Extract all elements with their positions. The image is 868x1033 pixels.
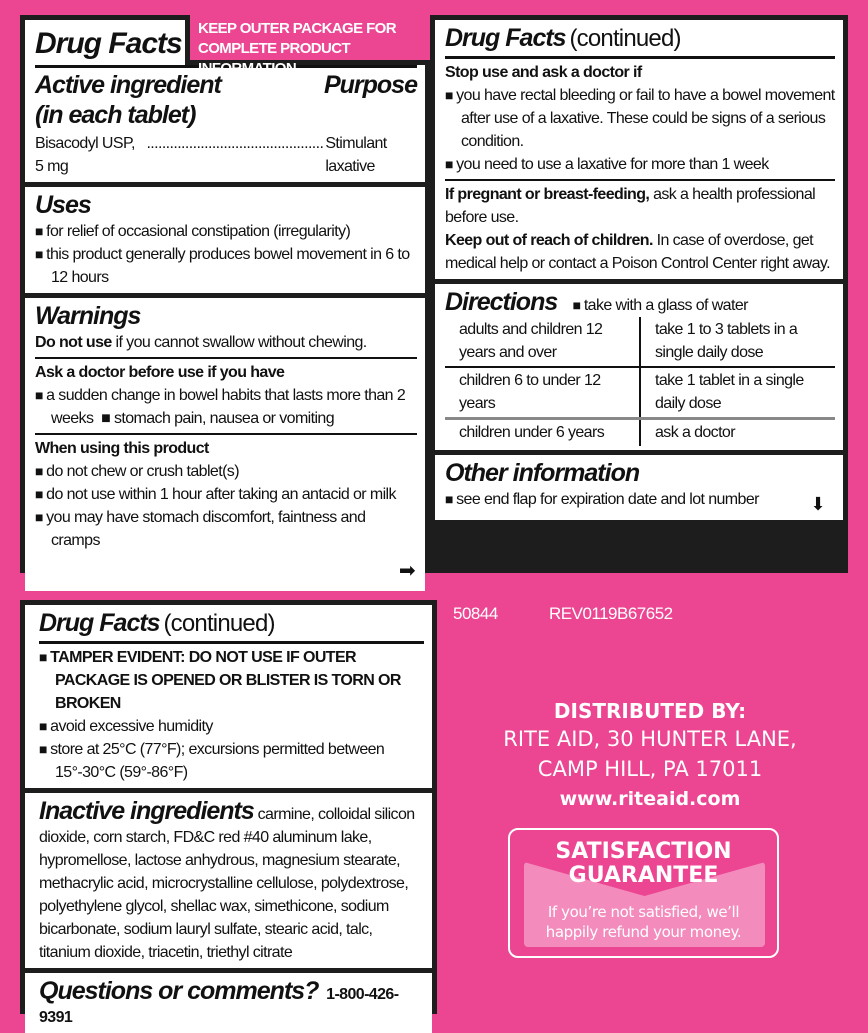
questions-heading: Questions or comments? (39, 977, 319, 1005)
when-using-heading: When using this product (35, 440, 209, 457)
ask-doctor-heading: Ask a doctor before use if you have (35, 364, 285, 381)
arrow-right-icon: ➡ (398, 560, 415, 582)
active-ingredient-section: Drug Facts KEEP OUTER PACKAGE FOR COMPLETE PRODUCT INFORMATION Active ingredient (in each tablet) Purpose Bisacodyl USP, 5 mg .............................................. Stimulant laxative (25, 20, 425, 182)
stop-use-section (435, 20, 843, 279)
table-row: children 6 to under 12 years take 1 tablet in a single daily dose (445, 367, 835, 419)
divider (35, 357, 417, 359)
inactive-ingredients-section (25, 793, 432, 968)
guarantee-text-1: If you’re not satisfied, we’ll (547, 903, 740, 921)
drug-facts-panel-left (20, 15, 430, 582)
do-not-use-text: if you cannot swallow without chewing. (111, 334, 367, 351)
list-item: ■ a sudden change in bowel habits that lasts more than 2 weeks ■ stomach pain, nausea or vomiting (35, 384, 417, 430)
continued-label: (continued) (163, 610, 275, 637)
divider (39, 641, 424, 644)
questions-section (25, 973, 432, 1033)
uses-heading: Uses (35, 191, 91, 219)
divider (35, 433, 417, 435)
distributor-heading: DISTRIBUTED BY: (553, 699, 747, 723)
drug-facts-panel-right (430, 15, 848, 573)
list-item: ■ do not chew or crush tablet(s) (35, 460, 417, 483)
list-item: ■ you need to use a laxative for more than 1 week (445, 153, 835, 176)
pregnant-label: If pregnant or breast-feeding, (445, 186, 650, 203)
list-item: ■ this product generally produces bowel movement in 6 to 12 hours (35, 243, 417, 289)
list-item: ■ you have rectal bleeding or fail to have a bowel movement after use of a laxative. These could be signs of a serious condition. (445, 84, 835, 153)
other-information-heading: Other information (445, 459, 640, 487)
continued-label: (continued) (569, 25, 681, 52)
pregnant-text: ask a health professional before use. (445, 186, 816, 226)
code-2: REV0119B67652 (549, 604, 673, 623)
divider (445, 179, 835, 181)
directions-table (445, 317, 835, 446)
inactive-ingredients-heading: Inactive ingredients (39, 797, 254, 825)
distributor-info (450, 698, 850, 814)
directions-note: ■ take with a glass of water (573, 297, 748, 314)
satisfaction-guarantee-badge (508, 828, 779, 958)
website-link[interactable]: www.riteaid.com (559, 788, 741, 810)
warnings-heading: Warnings (35, 302, 141, 330)
inactive-ingredients-text: carmine, colloidal silicon dioxide, corn starch, FD&C red #40 aluminum lake, hypromellose, lactose anhydrous, magnesium stearate, methacrylic acid, microcrystalline cellulose, polydextrose, polyethylene glycol, shellac wax, simethicone, sodium bicarbonate, sodium lauryl sulfate, stearic acid, talc, titanium dioxide, triacetin, triethyl citrate (39, 806, 415, 961)
package-note: KEEP OUTER PACKAGE FOR COMPLETE PRODUCT INFORMATION (185, 15, 430, 65)
drug-facts-title: Drug Facts (35, 27, 182, 60)
list-item: ■ store at 25°C (77°F); excursions permitted between 15°-30°C (59°-86°F) (39, 738, 424, 784)
drug-facts-title: Drug Facts (39, 609, 160, 637)
list-item: ■ do not use within 1 hour after taking an antacid or milk (35, 483, 417, 506)
guarantee-text-2: happily refund your money. (545, 923, 742, 941)
keep-out-text: In case of overdose, get medical help or contact a Poison Control Center right away. (445, 232, 830, 272)
list-item: ■ avoid excessive humidity (39, 715, 424, 738)
code-1: 50844 (453, 604, 498, 623)
phone-number: 1-800-426-9391 (39, 986, 399, 1026)
table-row: children under 6 years ask a doctor (445, 419, 835, 447)
warnings-section (25, 298, 425, 591)
arrow-down-icon: ⬇ (810, 494, 825, 514)
purpose-heading: Purpose (323, 71, 417, 99)
guarantee-title-2: GUARANTEE (568, 863, 719, 888)
do-not-use-label: Do not use (35, 334, 112, 351)
distributor-line-1: RITE AID, 30 HUNTER LANE, (503, 727, 797, 751)
keep-out-label: Keep out of reach of children. (445, 232, 653, 249)
directions-section (435, 284, 843, 450)
list-item: ■ see end flap for expiration date and lot number (445, 488, 835, 511)
divider (445, 56, 835, 59)
uses-section (25, 187, 425, 293)
list-item: ■ TAMPER EVIDENT: DO NOT USE IF OUTER PACKAGE IS OPENED OR BLISTER IS TORN OR BROKEN (39, 646, 424, 715)
table-row: adults and children 12 years and over take 1 to 3 tablets in a single daily dose (445, 317, 835, 367)
guarantee-title-1: SATISFACTION (555, 839, 732, 864)
purpose: Stimulant laxative (325, 135, 387, 175)
active-ingredient-heading: Active ingredient (in each tablet) (35, 71, 221, 129)
stop-use-heading: Stop use and ask a doctor if (445, 64, 642, 81)
drug-facts-panel-bottom (20, 600, 437, 1026)
directions-heading: Directions (445, 288, 558, 316)
list-item: ■ for relief of occasional constipation (irregularity) (35, 220, 417, 243)
other-information-section (435, 455, 843, 520)
drug-facts-title: Drug Facts (445, 24, 566, 52)
list-item: ■ you may have stomach discomfort, faintness and cramps (35, 506, 417, 552)
distributor-line-2: CAMP HILL, PA 17011 (537, 757, 763, 781)
active-ingredient: Bisacodyl USP, 5 mg (35, 135, 135, 175)
tamper-section (25, 605, 432, 788)
